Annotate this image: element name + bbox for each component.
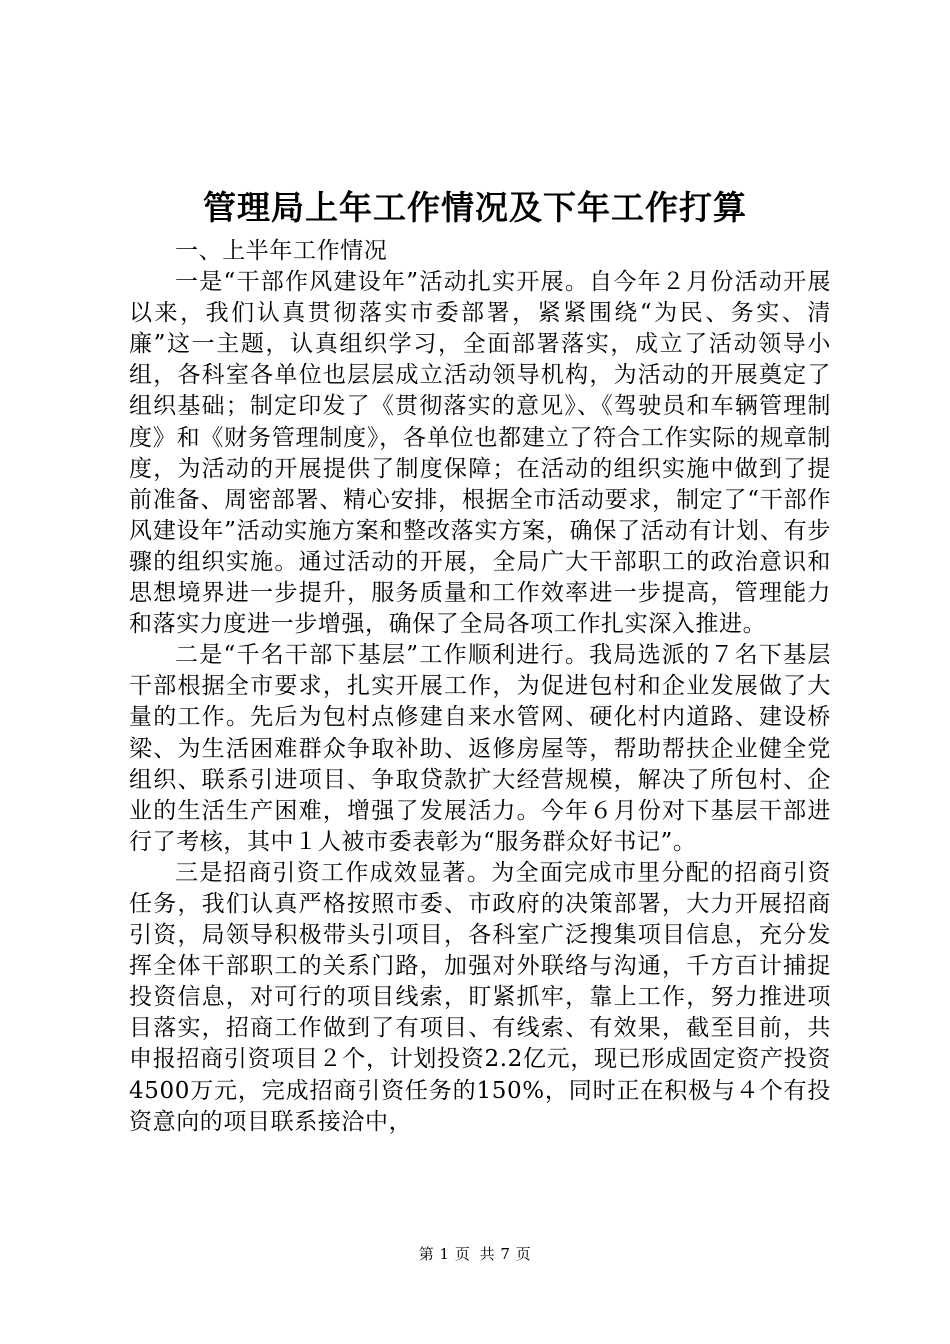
paragraph-investment: 三是招商引资工作成效显著。为全面完成市里分配的招商引资任务，我们认真严格按照市委、市政府的决策部署，大力开展招商引资，局领导积极带头引项目，各科室广泛搜集项目信息，充分发挥全体干部职工的关系门路，加强对外联络与沟通，千方百计捕捉投资信息，对可行的项目线索，盯紧抓牢，靠上工作，努力推进项目落实，招商工作做到了有项目、有线索、有效果，截至目前，共申报招商引资项目２个，计划投资2.2亿元，现已形成固定资产投资4500万元，完成招商引资任务的150%，同时正在积极与４个有投资意向的项目联系接洽中， <box>129 859 831 1135</box>
paragraph-cadre-style: 一是“干部作风建设年”活动扎实开展。自今年２月份活动开展以来，我们认真贯彻落实市委部署，紧紧围绕“为民、务实、清廉”这一主题，认真组织学习，全面部署落实，成立了活动领导小组，各科室各单位也层层成立活动领导机构，为活动的开展奠定了组织基础；制定印发了《贯彻落实的意见》、《驾驶员和车辆管理制度》和《财务管理制度》，各单位也都建立了符合工作实际的规章制度，为活动的开展提供了制度保障；在活动的组织实施中做到了提前准备、周密部署、精心安排，根据全市活动要求，制定了“干部作风建设年”活动实施方案和整改落实方案，确保了活动有计划、有步骤的组织实施。通过活动的开展，全局广大干部职工的政治意识和思想境界进一步提升，服务质量和工作效率进一步提高，管理能力和落实力度进一步增强，确保了全局各项工作扎实深入推进。 <box>129 269 831 638</box>
document-title: 管理局上年工作情况及下年工作打算 <box>203 188 747 227</box>
section-heading: 一、上半年工作情况 <box>175 238 388 264</box>
paragraph-grassroots: 二是“千名干部下基层”工作顺利进行。我局选派的７名下基层干部根据全市要求，扎实开展工作，为促进包村和企业发展做了大量的工作。先后为包村点修建自来水管网、硬化村内道路、建设桥梁、为生活困难群众争取补助、返修房屋等，帮助帮扶企业健全党组织、联系引进项目、争取贷款扩大经营规模，解决了所包村、企业的生活生产困难，增强了发展活力。今年６月份对下基层干部进行了考核，其中１人被市委表彰为“服务群众好书记”。 <box>129 642 831 855</box>
page-footer <box>0 1244 950 1264</box>
page-number: 第 1 页 <box>418 1245 471 1263</box>
document-body <box>129 236 831 1138</box>
page-total: 共 7 页 <box>479 1245 532 1263</box>
